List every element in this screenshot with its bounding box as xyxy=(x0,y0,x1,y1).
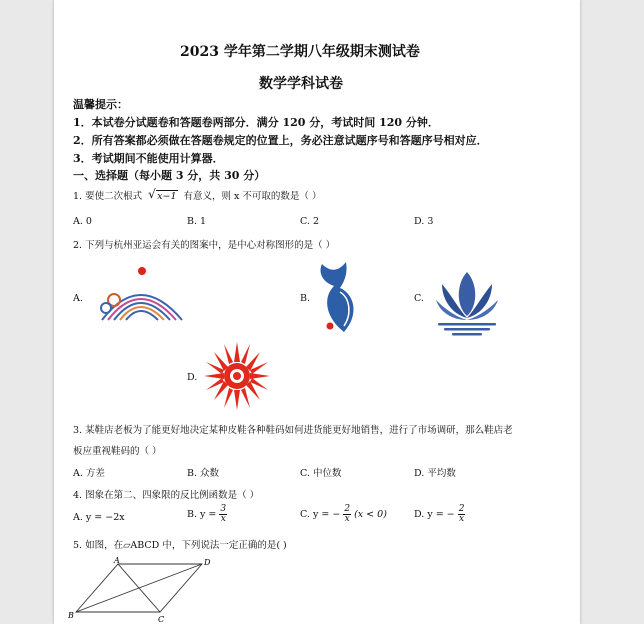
q4-c-label: C. y = − xyxy=(300,509,341,520)
red-sun-mark xyxy=(327,323,334,330)
parallelogram-figure xyxy=(68,556,218,624)
q1-post: 有意义，则 x 不可取的数是（ ） xyxy=(183,191,322,202)
fish-tail-image xyxy=(314,258,374,336)
q4-option-a: A. y = −2x xyxy=(73,512,125,523)
q4-option-c xyxy=(300,505,387,524)
q1-option-b: B. 1 xyxy=(187,216,207,227)
q4-d-label: D. y = − xyxy=(414,509,455,520)
q4-c-denominator: x xyxy=(344,514,350,524)
radical-sign-icon: √ xyxy=(148,187,156,201)
red-sun-mark xyxy=(138,267,146,275)
q4-option-d xyxy=(414,505,465,524)
q4-d-fraction xyxy=(458,505,466,524)
q4-d-numerator: 2 xyxy=(458,504,465,514)
q3-option-c: C. 中位数 xyxy=(300,468,342,479)
q2-label-c: C. xyxy=(414,293,424,304)
tips-heading: 温馨提示： xyxy=(73,98,128,111)
q4-b-label: B. y = xyxy=(187,509,217,520)
q1-option-d: D. 3 xyxy=(414,216,434,227)
diagonal-bd xyxy=(76,564,202,612)
fan-emblem-image xyxy=(92,262,188,326)
q2-label-b: B. xyxy=(300,293,311,304)
paper-title: 2023 学年第二学期八年级期末测试卷 xyxy=(180,44,420,60)
q4-b-numerator: 3 xyxy=(220,504,227,514)
question-4: 4. 图象在第二、四象限的反比例函数是（ ） xyxy=(73,490,260,501)
question-3-line-1: 3. 某鞋店老板为了能更好地决定某种皮鞋各种鞋码如何进货能更好地销售，进行了市场调研，那么鞋店老 xyxy=(73,425,513,436)
q3-option-d: D. 平均数 xyxy=(414,468,456,479)
question-3-line-2: 板应重视鞋码的（ ） xyxy=(73,446,162,457)
tail-shape xyxy=(321,262,354,332)
point-c-label: C xyxy=(158,615,165,624)
lotus-image xyxy=(434,266,500,336)
point-d-label: D xyxy=(204,558,211,567)
point-a-label: A xyxy=(114,556,120,565)
q4-b-denominator: x xyxy=(220,514,226,524)
question-5: 5. 如图，在▱ABCD 中，下列说法一定正确的是( ) xyxy=(73,540,287,551)
section-heading: 一、选择题（每小题 3 分，共 30 分） xyxy=(73,169,266,182)
q1-option-a: A. 0 xyxy=(73,216,92,227)
q4-b-fraction xyxy=(219,505,227,524)
q4-c-numerator: 2 xyxy=(344,504,351,514)
q2-label-a: A. xyxy=(73,293,83,304)
point-b-label: B xyxy=(68,611,74,620)
q4-c-fraction xyxy=(343,505,351,524)
sqrt-expression xyxy=(148,187,177,202)
document-page xyxy=(54,0,580,624)
paper-subtitle: 数学学科试卷 xyxy=(259,76,343,92)
fan-arcs xyxy=(102,295,182,320)
q3-option-b: B. 众数 xyxy=(187,468,220,479)
tip-2: 2．所有答案都必须做在答题卷规定的位置上，务必注意试题序号和答题序号相对应． xyxy=(73,134,488,147)
q4-d-denominator: x xyxy=(459,514,465,524)
q4-option-b xyxy=(187,505,227,524)
q1-pre: 1. 要使二次根式 xyxy=(73,191,143,202)
q2-label-d: D. xyxy=(187,372,198,383)
q4-c-condition: (x < 0) xyxy=(354,509,387,520)
sun-emblem-image xyxy=(202,340,272,412)
tip-1: 1．本试卷分试题卷和答题卷两部分．满分 120 分，考试时间 120 分钟． xyxy=(73,116,439,129)
q3-option-a: A. 方差 xyxy=(73,468,105,479)
q1-radicand: x−1 xyxy=(157,191,177,202)
question-2: 2. 下列与杭州亚运会有关的图案中，是中心对称图形的是（ ） xyxy=(73,240,336,251)
question-1 xyxy=(73,188,321,202)
q1-option-c: C. 2 xyxy=(300,216,320,227)
tip-3: 3．考试期间不能使用计算器． xyxy=(73,152,224,165)
